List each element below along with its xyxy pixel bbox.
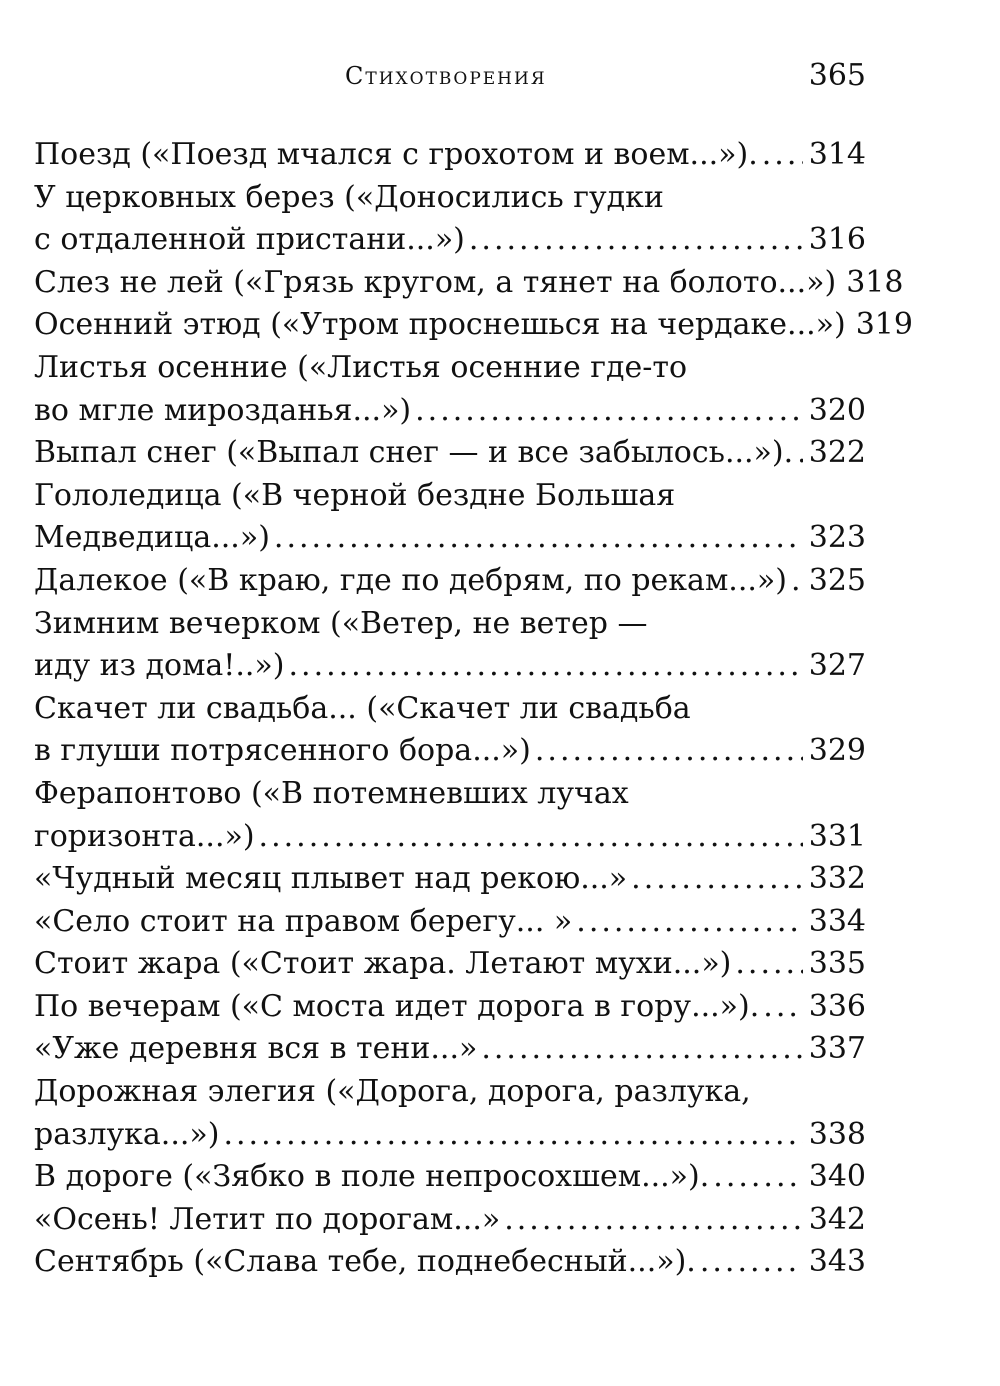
- dot-leader: [713, 1156, 802, 1199]
- toc-entry-line: [34, 688, 866, 731]
- dot-leader: [762, 134, 803, 177]
- dot-leader: [700, 1241, 803, 1284]
- toc-page-number: 318: [846, 264, 904, 300]
- toc-entry-line: [34, 304, 913, 347]
- toc-entry-line: [34, 1028, 866, 1071]
- toc-entry-title: В дороге («Зябко в поле непросохшем...»).: [34, 1159, 710, 1195]
- toc-entry-line: [34, 645, 866, 688]
- toc-entry: [34, 1028, 866, 1071]
- dot-leader: [797, 432, 803, 475]
- toc-entry: [34, 1156, 866, 1199]
- toc-entry: [34, 177, 866, 262]
- toc-entry: [34, 347, 866, 432]
- toc-entry-line: [34, 517, 866, 560]
- dot-leader: [259, 816, 803, 859]
- toc-page-number: 314: [808, 137, 866, 172]
- toc-entry-title: Ферапонтово («В потемневших лучах: [34, 775, 629, 811]
- toc-entry-line: [34, 1199, 866, 1242]
- dot-leader: [631, 858, 803, 901]
- dot-leader: [481, 1028, 802, 1071]
- toc-page-number: 337: [808, 1031, 866, 1067]
- toc-entry-title: Дорожная элегия («Дорога, дорога, разлука,: [34, 1074, 751, 1110]
- toc-entry: [34, 1199, 866, 1242]
- toc-entry: [34, 262, 904, 305]
- toc-entry-title: «Чудный месяц плывет над рекою...»: [34, 861, 628, 897]
- toc-entry: [34, 432, 866, 475]
- dot-leader: [735, 943, 802, 986]
- toc-entry: [34, 1241, 866, 1284]
- toc-entry: [34, 943, 866, 986]
- page-number: 365: [808, 58, 866, 93]
- toc-entry: [34, 560, 866, 603]
- toc-page-number: 319: [855, 307, 913, 343]
- toc-page-number: 320: [808, 392, 866, 428]
- dot-leader: [274, 517, 803, 560]
- dot-leader: [289, 645, 803, 688]
- toc-entry-line: [34, 730, 866, 773]
- toc-entry-title: Слез не лей («Грязь кругом, а тянет на болото...»): [34, 264, 837, 300]
- dot-leader: [223, 1114, 802, 1157]
- toc-entry-title: Далекое («В краю, где по дебрям, по рекам...»): [34, 562, 787, 598]
- toc-entry-title: Скачет ли свадьба... («Скачет ли свадьба: [34, 690, 691, 726]
- dot-leader: [504, 1199, 803, 1242]
- toc-entry-title: разлука...»): [34, 1116, 220, 1152]
- toc-entry-title: «Уже деревня вся в тени...»: [34, 1031, 478, 1067]
- toc-entry-title: Сентябрь («Слава тебе, поднебесный...»).: [34, 1244, 696, 1280]
- toc-page-number: 335: [808, 946, 866, 982]
- toc-entry: [34, 475, 866, 560]
- toc-entry-title: с отдаленной пристани...»): [34, 222, 465, 258]
- dot-leader: [576, 901, 802, 944]
- toc-entry-title: «Село стоит на правом берегу... »: [34, 903, 573, 939]
- toc-page-number: 332: [808, 861, 866, 897]
- toc-entry: [34, 688, 866, 773]
- toc-entry-title: По вечерам («С моста идет дорога в гору...»).: [34, 988, 760, 1024]
- toc-page-number: 340: [808, 1159, 866, 1195]
- toc-entry: [34, 773, 866, 858]
- toc-page-number: 327: [808, 648, 866, 684]
- toc-entry-line: [34, 943, 866, 986]
- toc-entry: [34, 1071, 866, 1156]
- toc-entry-line: [34, 816, 866, 859]
- toc-entry-title: У церковных берез («Доносились гудки: [34, 179, 664, 215]
- toc-entry-line: [34, 219, 866, 262]
- toc-page-number: 325: [808, 562, 866, 598]
- toc-entry-line: [34, 858, 866, 901]
- dot-leader: [469, 219, 803, 262]
- toc-entry-line: [34, 390, 866, 433]
- toc-page-number: 334: [808, 903, 866, 939]
- toc-entry-line: [34, 603, 866, 646]
- toc-page-number: 331: [808, 818, 866, 854]
- toc-entry-title: во мгле мирозданья...»): [34, 392, 412, 428]
- toc-entry-line: [34, 1071, 866, 1114]
- table-of-contents: [34, 134, 913, 1284]
- dot-leader: [535, 730, 803, 773]
- toc-page-number: 336: [808, 988, 866, 1024]
- toc-entry-line: [34, 347, 866, 390]
- toc-entry-title: в глуши потрясенного бора...»): [34, 733, 531, 769]
- toc-entry-line: [34, 262, 904, 305]
- toc-entry: [34, 858, 866, 901]
- toc-entry-line: [34, 560, 866, 603]
- running-head: [0, 58, 1000, 98]
- toc-page-number: 343: [808, 1244, 866, 1280]
- toc-entry: [34, 304, 913, 347]
- toc-entry-line: [34, 1241, 866, 1284]
- toc-entry-title: Гололедица («В черной бездне Большая: [34, 477, 676, 513]
- toc-entry-title: Медведица...»): [34, 520, 270, 556]
- toc-entry-line: [34, 432, 866, 475]
- toc-entry-line: [34, 1156, 866, 1199]
- toc-entry-title: «Осень! Летит по дорогам...»: [34, 1201, 501, 1237]
- toc-entry-title: горизонта...»): [34, 818, 255, 854]
- toc-entry-title: Зимним вечерком («Ветер, не ветер —: [34, 605, 648, 641]
- toc-entry-line: [34, 1114, 866, 1157]
- section-title: Стихотворения: [345, 62, 547, 90]
- toc-entry-line: [34, 134, 866, 177]
- toc-entry-line: [34, 901, 866, 944]
- toc-page-number: 316: [808, 222, 866, 258]
- toc-entry-title: Выпал снег («Выпал снег — и все забылось...»).: [34, 435, 794, 471]
- toc-page-number: 329: [808, 733, 866, 769]
- toc-entry-title: Стоит жара («Стоит жара. Летают мухи...»): [34, 946, 732, 982]
- toc-entry-line: [34, 475, 866, 518]
- toc-entry: [34, 134, 866, 177]
- dot-leader: [415, 390, 803, 433]
- dot-leader: [763, 986, 802, 1029]
- toc-page-number: 338: [808, 1116, 866, 1152]
- toc-entry: [34, 901, 866, 944]
- toc-entry: [34, 603, 866, 688]
- toc-entry-title: иду из дома!..»): [34, 648, 285, 684]
- toc-entry-line: [34, 986, 866, 1029]
- toc-entry-line: [34, 177, 866, 220]
- toc-entry-title: Листья осенние («Листья осенние где-то: [34, 349, 688, 385]
- toc-entry-line: [34, 773, 866, 816]
- toc-entry: [34, 986, 866, 1029]
- dot-leader: [791, 560, 803, 603]
- toc-page-number: 322: [808, 435, 866, 471]
- toc-page-number: 323: [808, 520, 866, 556]
- toc-entry-title: Осенний этюд («Утром проснешься на чердаке...»): [34, 307, 846, 343]
- toc-entry-title: Поезд («Поезд мчался с грохотом и воем...»).: [34, 137, 758, 172]
- toc-page-number: 342: [808, 1201, 866, 1237]
